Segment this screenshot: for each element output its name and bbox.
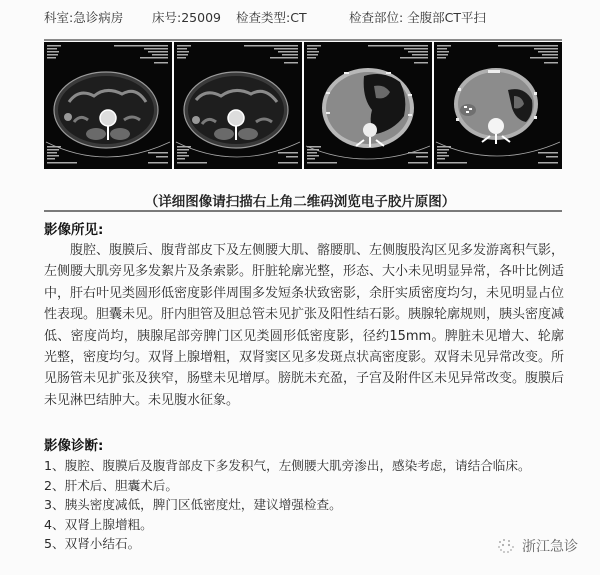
findings-heading: 影像所见: bbox=[44, 222, 104, 238]
exam-type-field: 检查类型:CT bbox=[236, 10, 307, 25]
diagnosis-item: 2、肝术后、胆囊术后。 bbox=[44, 477, 178, 493]
diagnosis-item: 4、双肾上腺增粗。 bbox=[44, 516, 153, 532]
watermark bbox=[496, 534, 578, 558]
diagnosis-item: 3、胰头密度减低，脾门区低密度灶，建议增强检查。 bbox=[44, 497, 342, 513]
report-header bbox=[44, 5, 564, 27]
header-divider bbox=[44, 39, 562, 41]
diagnosis-item: 5、双肾小结石。 bbox=[44, 536, 141, 552]
ct-image-strip bbox=[44, 42, 562, 169]
ct-image-panel[interactable] bbox=[44, 42, 172, 169]
ct-image-panel[interactable] bbox=[434, 42, 562, 169]
qr-code-caption: （详细图像请扫描右上角二维码浏览电子胶片原图） bbox=[144, 194, 456, 210]
department-field: 科室:急诊病房 bbox=[44, 10, 124, 25]
ct-scan-lower-abdomen-image bbox=[174, 42, 302, 169]
findings-text: 腹腔、腹膜后、腹背部皮下及左侧腰大肌、髂腰肌、左侧腹股沟区见多发游离积气影，左侧腰大肌旁见多发絮片及条索影。肝脏轮廓光整，形态、大小未见明显异常，各叶比例适中，肝右叶见类圆形低密度影伴周围多发短条状致密影，余肝实质密度均匀，未见明显占位性表现。胆囊未见。肝内胆管及胆总管未见扩张及阳性结石影。胰腺轮廓规则，胰头密度减低、密度尚均，胰腺尾部旁脾门区见类圆形低密度影，径约15mm。脾脏未见增大、轮廓光整，密度均匀。双肾上腺增粗，双肾窦区见多发斑点状高密度影。双肾未见异常改变。所见肠管未见扩张及狭窄，肠壁未见增厚。膀胱未充盈，子宫及附件区未见异常改变。腹膜后未见淋巴结肿大。未见腹水征象。 bbox=[44, 243, 565, 408]
ct-scan-upper-abdomen-image bbox=[304, 42, 432, 169]
ct-image-panel[interactable] bbox=[174, 42, 302, 169]
caption-divider bbox=[44, 210, 562, 212]
exam-part-field: 检查部位: 全腹部CT平扫 bbox=[349, 10, 487, 25]
ct-scan-liver-image bbox=[434, 42, 562, 169]
watermark-text: 浙江急诊 bbox=[522, 539, 578, 555]
ct-scan-lower-abdomen-image bbox=[44, 42, 172, 169]
bed-number-field: 床号:25009 bbox=[152, 10, 221, 25]
diagnosis-item: 1、腹腔、腹膜后及腹背部皮下多发积气，左侧腰大肌旁渗出，感染考虑，请结合临床。 bbox=[44, 458, 531, 473]
diagnosis-list bbox=[44, 456, 564, 554]
diagnosis-heading: 影像诊断: bbox=[44, 438, 104, 454]
ct-image-panel[interactable] bbox=[304, 42, 432, 169]
wechat-smile-icon bbox=[496, 537, 516, 555]
